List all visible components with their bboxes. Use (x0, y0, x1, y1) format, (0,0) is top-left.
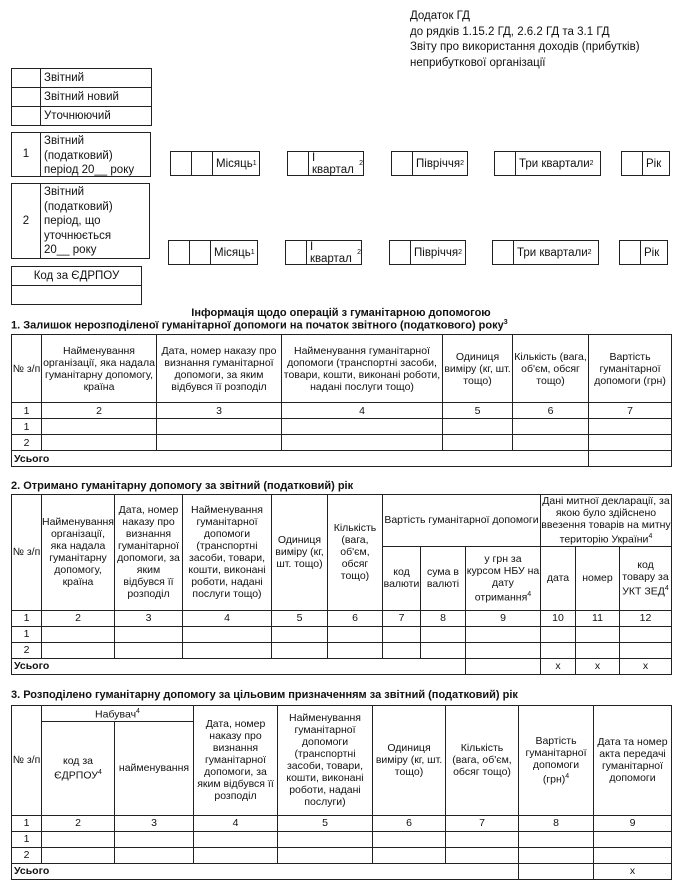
period-2-year (619, 240, 668, 265)
period-label: період 20__ року (44, 164, 135, 176)
section-1-table (11, 334, 672, 467)
col-number: 3 (115, 815, 194, 831)
cell[interactable] (182, 626, 271, 642)
col-number: 11 (575, 610, 619, 626)
q1-cell[interactable] (287, 151, 309, 176)
cell[interactable] (271, 642, 327, 658)
cell[interactable] (327, 626, 382, 642)
total-label: Усього (12, 658, 466, 674)
col-number: 6 (327, 610, 382, 626)
col-header: № з/п (12, 335, 42, 403)
period-1-three-q (494, 151, 601, 176)
col-group-header: Дані митної декларації, за якою було здійснено ввезення товарів на митну територію України$^4$ (541, 495, 671, 546)
cell[interactable] (194, 831, 278, 847)
period-number: 1 (11, 132, 40, 177)
col-header: Дата та номер акта передачі гуманітарної допомоги (594, 706, 672, 816)
section-3-table (11, 705, 672, 880)
total-row (12, 863, 672, 879)
col-header: Дата, номер наказу про визнання гуманітарної допомоги, за яким відбувся її розподіл (157, 335, 282, 403)
report-type-label: Звітний новий (41, 88, 152, 107)
col-header: Вартість гуманітарної допомоги (грн)$^4$ (519, 706, 594, 816)
report-type-label: Уточнюючий (41, 107, 152, 126)
cell[interactable] (540, 642, 575, 658)
cell[interactable] (157, 419, 282, 435)
col-number: 4 (194, 815, 278, 831)
total-row (12, 451, 672, 467)
report-type-checkbox[interactable] (12, 107, 41, 126)
period-2-half (389, 240, 466, 265)
period-label: (податковий) (44, 200, 113, 213)
cell[interactable] (194, 847, 278, 863)
col-header: код валюти (382, 546, 420, 610)
cell[interactable] (382, 626, 420, 642)
col-number: 2 (42, 610, 115, 626)
period-label: Звітний (44, 186, 85, 198)
form-header (410, 9, 640, 71)
row-number: 1 (12, 419, 42, 435)
period-option-year[interactable]: Рік (642, 151, 670, 176)
col-header: № з/п (12, 495, 42, 611)
col-number: 3 (157, 403, 282, 419)
total-row (12, 658, 672, 674)
three-q-cell[interactable] (492, 240, 514, 265)
col-number: 5 (271, 610, 327, 626)
col-number: 4 (182, 610, 271, 626)
col-number: 1 (12, 815, 42, 831)
period-1-cells (170, 151, 260, 176)
col-number: 1 (12, 610, 42, 626)
col-number: 9 (465, 610, 540, 626)
col-header: № з/п (12, 706, 42, 816)
edrpou-label: Код за ЄДРПОУ (12, 267, 142, 286)
period-option-half[interactable]: Півріччя 2 (410, 240, 466, 265)
col-number: 2 (42, 403, 157, 419)
col-number: 3 (114, 610, 182, 626)
year-cell[interactable] (619, 240, 641, 265)
col-header: код товару за УКТ ЗЕД$^4$ (619, 546, 671, 610)
cell[interactable] (589, 419, 672, 435)
period-option-year[interactable]: Рік (640, 240, 668, 265)
col-number: 7 (589, 403, 672, 419)
cell[interactable] (114, 626, 182, 642)
col-header: Одиниця виміру (кг, шт. тощо) (443, 335, 513, 403)
cell[interactable] (282, 419, 443, 435)
cell[interactable] (282, 435, 443, 451)
table-row (12, 642, 672, 658)
period-option-three-q[interactable]: Три квартали 2 (515, 151, 601, 176)
period-label: уточнюється (44, 229, 112, 242)
section-1-title: 1. Залишок нерозподіленої гуманітарної допомоги на початок звітного (податкового) року$^3$ (11, 319, 508, 332)
cell[interactable] (619, 642, 671, 658)
cell[interactable] (278, 831, 373, 847)
col-number: 4 (282, 403, 443, 419)
col-number: 6 (513, 403, 589, 419)
x-mark: x (619, 658, 671, 674)
col-number: 6 (373, 815, 446, 831)
cell[interactable] (594, 831, 672, 847)
total-label: Усього (12, 863, 519, 879)
table-row (12, 626, 672, 642)
table-row (12, 847, 672, 863)
col-number: 7 (446, 815, 519, 831)
header-line: до рядків 1.15.2 ГД, 2.6.2 ГД та 3.1 ГД (410, 25, 610, 38)
col-header: Найменування гуманітарної допомоги (транспортні засоби, товари, кошти, виконані роботи, надані послуги) (278, 706, 373, 816)
cell[interactable] (465, 642, 540, 658)
col-number: 2 (42, 815, 115, 831)
x-mark: x (575, 658, 619, 674)
col-header: Найменування гуманітарної допомоги (транспортні засоби, товари, кошти, виконані роботи, надані послуги тощо) (182, 495, 271, 611)
period-option-half[interactable]: Півріччя 2 (412, 151, 468, 176)
col-header: код за ЄДРПОУ$^4$ (42, 721, 115, 815)
period-option-month[interactable]: Місяць 1 (212, 151, 260, 176)
col-group-header: Вартість гуманітарної допомоги (382, 495, 540, 547)
month-cell[interactable] (191, 151, 213, 176)
col-header: Кількість (вага, об'єм, обсяг тощо) (327, 495, 382, 611)
period-1-box (11, 132, 151, 177)
col-header: Дата, номер наказу про визнання гуманітарної допомоги, за яким відбувся її розподіл (194, 706, 278, 816)
period-2-cells (168, 240, 258, 265)
cell[interactable] (373, 831, 446, 847)
cell[interactable] (446, 847, 519, 863)
col-header: Вартість гуманітарної допомоги (грн) (589, 335, 672, 403)
period-number: 2 (11, 183, 40, 259)
cell[interactable] (271, 626, 327, 642)
cell[interactable] (114, 642, 182, 658)
cell[interactable] (594, 847, 672, 863)
col-number: 5 (278, 815, 373, 831)
cell[interactable] (278, 847, 373, 863)
col-header: у грн за курсом НБУ на дату отримання$^4$ (465, 546, 540, 610)
month-cell[interactable] (170, 151, 192, 176)
report-type-checkbox[interactable] (12, 88, 41, 107)
cell[interactable] (182, 642, 271, 658)
col-header: Одиниця виміру (кг, шт. тощо) (271, 495, 327, 611)
edrpou-table (11, 266, 142, 305)
cell[interactable] (420, 642, 465, 658)
col-header: Найменування гуманітарної допомоги (транспортні засоби, товари, кошти, виконані роботи, надані послуги тощо) (282, 335, 443, 403)
period-label: Звітний (44, 135, 85, 147)
report-type-checkbox[interactable] (12, 69, 41, 88)
col-number: 9 (594, 815, 672, 831)
header-line: Звіту про використання доходів (прибутків) (410, 41, 640, 53)
header-line: Додаток ГД (410, 10, 470, 22)
edrpou-input[interactable] (12, 286, 142, 305)
cell[interactable] (619, 626, 671, 642)
section-3-title: 3. Розподілено гуманітарну допомогу за цільовим призначенням за звітний (податковий) рік (11, 689, 518, 701)
col-number: 7 (382, 610, 420, 626)
col-header: Одиниця виміру (кг, шт. тощо) (373, 706, 446, 816)
row-number: 1 (12, 831, 42, 847)
row-number: 2 (12, 847, 42, 863)
x-mark: x (594, 863, 672, 879)
year-cell[interactable] (621, 151, 643, 176)
col-header: Кількість (вага, об'єм, обсяг тощо) (513, 335, 589, 403)
cell[interactable] (327, 642, 382, 658)
cell[interactable] (519, 847, 594, 863)
col-number: 10 (540, 610, 575, 626)
cell[interactable] (519, 863, 594, 879)
total-label: Усього (12, 451, 589, 467)
period-option-q1[interactable]: І квартал 2 (308, 151, 364, 176)
cell[interactable] (575, 642, 619, 658)
cell[interactable] (115, 847, 194, 863)
col-header: Кількість (вага, об'єм, обсяг тощо) (446, 706, 519, 816)
cell[interactable] (465, 626, 540, 642)
cell[interactable] (443, 419, 513, 435)
col-number: 12 (619, 610, 671, 626)
month-cell[interactable] (168, 240, 190, 265)
cell[interactable] (443, 435, 513, 451)
col-header: Найменування організації, яка надала гуманітарну допомогу, країна (42, 495, 115, 611)
cell[interactable] (589, 451, 672, 467)
col-number: 8 (420, 610, 465, 626)
col-header: Найменування організації, яка надала гуманітарну допомогу, країна (42, 335, 157, 403)
month-cell[interactable] (189, 240, 211, 265)
cell[interactable] (575, 626, 619, 642)
report-type-label: Звітний (41, 69, 152, 88)
x-mark: x (540, 658, 575, 674)
cell[interactable] (519, 831, 594, 847)
period-1-half (391, 151, 468, 176)
table-row (12, 435, 672, 451)
cell[interactable] (115, 831, 194, 847)
cell[interactable] (42, 419, 157, 435)
cell[interactable] (513, 419, 589, 435)
col-header: найменування (115, 721, 194, 815)
section-2-table (11, 494, 672, 675)
col-number: 5 (443, 403, 513, 419)
half-cell[interactable] (389, 240, 411, 265)
cell[interactable] (42, 642, 115, 658)
q1-cell[interactable] (285, 240, 307, 265)
row-number: 1 (12, 626, 42, 642)
cell[interactable] (42, 847, 115, 863)
cell[interactable] (42, 626, 115, 642)
table-row (12, 419, 672, 435)
col-group-header: Набувач$^4$ (42, 706, 194, 722)
cell[interactable] (42, 435, 157, 451)
cell[interactable] (589, 435, 672, 451)
period-label: період, що (44, 215, 101, 227)
cell[interactable] (446, 831, 519, 847)
period-option-q1[interactable]: І квартал 2 (306, 240, 362, 265)
period-2-box (11, 183, 150, 259)
period-2-three-q (492, 240, 599, 265)
period-label: 20__ року (44, 244, 97, 256)
col-number: 1 (12, 403, 42, 419)
cell[interactable] (382, 642, 420, 658)
main-title: Інформація щодо операцій з гуманітарною допомогою (191, 307, 491, 319)
section-2-title: 2. Отримано гуманітарну допомогу за звітний (податковий) рік (11, 480, 354, 492)
cell[interactable] (420, 626, 465, 642)
three-q-cell[interactable] (494, 151, 516, 176)
period-option-three-q[interactable]: Три квартали 2 (513, 240, 599, 265)
col-header: дата (540, 546, 575, 610)
header-line: неприбуткової організації (410, 56, 546, 69)
cell[interactable] (465, 658, 540, 674)
col-header: сума в валюті (420, 546, 465, 610)
col-header: Дата, номер наказу про визнання гуманітарної допомоги, за яким відбувся її розподіл (114, 495, 182, 611)
cell[interactable] (157, 435, 282, 451)
period-option-month[interactable]: Місяць 1 (210, 240, 258, 265)
period-label: (податковий) (44, 149, 113, 162)
row-number: 2 (12, 642, 42, 658)
col-number: 8 (519, 815, 594, 831)
cell[interactable] (540, 626, 575, 642)
cell[interactable] (373, 847, 446, 863)
row-number: 2 (12, 435, 42, 451)
period-1-q1 (287, 151, 364, 176)
report-type-table (11, 68, 152, 126)
period-2-q1 (285, 240, 362, 265)
col-header: номер (575, 546, 619, 610)
period-1-year (621, 151, 670, 176)
cell[interactable] (513, 435, 589, 451)
half-cell[interactable] (391, 151, 413, 176)
table-row (12, 831, 672, 847)
cell[interactable] (42, 831, 115, 847)
